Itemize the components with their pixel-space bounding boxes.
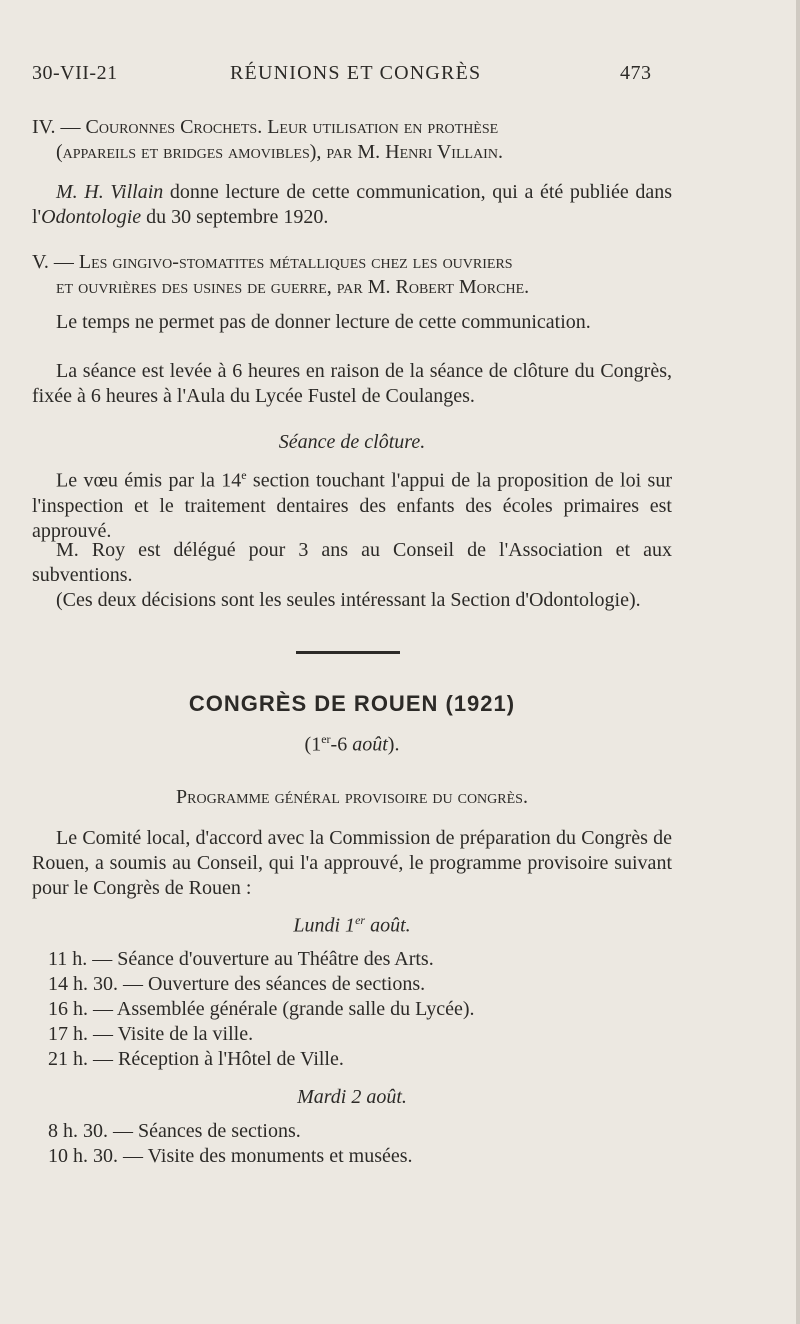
section-iv-title-line1: IV. — Couronnes Crochets. Leur utilisation en prothèse xyxy=(32,116,499,138)
section-v-title xyxy=(32,250,672,300)
page-edge xyxy=(796,0,800,1324)
schedule-item: 11 h. — Séance d'ouverture au Théâtre des Arts. xyxy=(48,948,434,970)
program-heading: Programme général provisoire du congrès. xyxy=(176,786,528,808)
section-v-paragraph-1: Le temps ne permet pas de donner lecture de cette communication. xyxy=(56,311,591,333)
section-iv-title xyxy=(32,115,672,165)
closing-p1-b: section touchant l'appui de la proposition de loi sur l'inspection et le traitement dentaires des enfants des écoles primaires est approuvé. xyxy=(32,469,673,542)
schedule-item: 14 h. 30. — Ouverture des séances de sections. xyxy=(48,973,426,995)
day2-heading: Mardi 2 août. xyxy=(297,1086,407,1108)
dates-c: ). xyxy=(387,733,400,756)
day1-schedule xyxy=(48,947,668,1072)
section-iv-body xyxy=(32,180,672,230)
closing-p1-sup: e xyxy=(241,468,247,482)
closing-paragraph-1 xyxy=(32,463,672,544)
schedule-item: 8 h. 30. — Séances de sections. xyxy=(48,1120,301,1142)
section-iv-text-a: donne lecture de cette communication, qui a été publiée dans l' xyxy=(32,181,673,228)
closing-paragraph-2: M. Roy est délégué pour 3 ans au Conseil de l'Association et aux subventions. xyxy=(32,539,672,586)
dates-b: -6 xyxy=(330,733,353,756)
dates-sup: er xyxy=(321,732,331,746)
day2-schedule xyxy=(48,1119,668,1169)
author-name: M. H. Villain xyxy=(56,181,164,203)
rouen-dates xyxy=(32,732,672,757)
page-number: 473 xyxy=(620,62,652,84)
section-v-paragraph-2: La séance est levée à 6 heures en raison de la séance de clôture du Congrès, fixée à 6 heures à l'Aula du Lycée Fustel de Coulanges. xyxy=(32,360,672,407)
closing-paragraph-3: (Ces deux décisions sont les seules intéressant la Section d'Odontologie). xyxy=(56,589,641,611)
closing-heading: Séance de clôture. xyxy=(278,431,426,453)
section-v-title-line2: et ouvrières des usines de guerre, par M. Robert Morche. xyxy=(56,276,530,298)
section-divider xyxy=(296,651,400,654)
day1-sup: er xyxy=(355,913,366,927)
schedule-item: 16 h. — Assemblée générale (grande salle du Lycée). xyxy=(48,998,475,1020)
dates-month: août xyxy=(352,733,388,756)
header-date: 30-VII-21 xyxy=(32,62,118,84)
day1-heading xyxy=(32,913,672,938)
header-title: RÉUNIONS ET CONGRÈS xyxy=(230,62,482,84)
schedule-item: 21 h. — Réception à l'Hôtel de Ville. xyxy=(48,1048,344,1070)
dates-a: (1 xyxy=(304,733,322,756)
journal-name: Odontologie xyxy=(41,206,142,228)
day1-b: août. xyxy=(365,914,411,937)
section-iv-title-line2: (appareils et bridges amovibles), par M. Henri Villain. xyxy=(56,141,503,163)
rouen-title: CONGRÈS DE ROUEN (1921) xyxy=(188,691,516,716)
schedule-item: 10 h. 30. — Visite des monuments et musées. xyxy=(48,1145,413,1167)
schedule-item: 17 h. — Visite de la ville. xyxy=(48,1023,254,1045)
section-iv-text-b: du 30 septembre 1920. xyxy=(141,206,329,228)
day1-a: Lundi 1 xyxy=(293,914,356,937)
section-v-title-line1: V. — Les gingivo-stomatites métalliques chez les ouvriers xyxy=(32,251,513,273)
closing-p1-a: Le vœu émis par la 14 xyxy=(56,469,242,492)
program-intro: Le Comité local, d'accord avec la Commission de préparation du Congrès de Rouen, a soumis au Conseil, qui l'a approuvé, le programme provisoire suivant pour le Congrès de Rouen : xyxy=(32,827,672,899)
